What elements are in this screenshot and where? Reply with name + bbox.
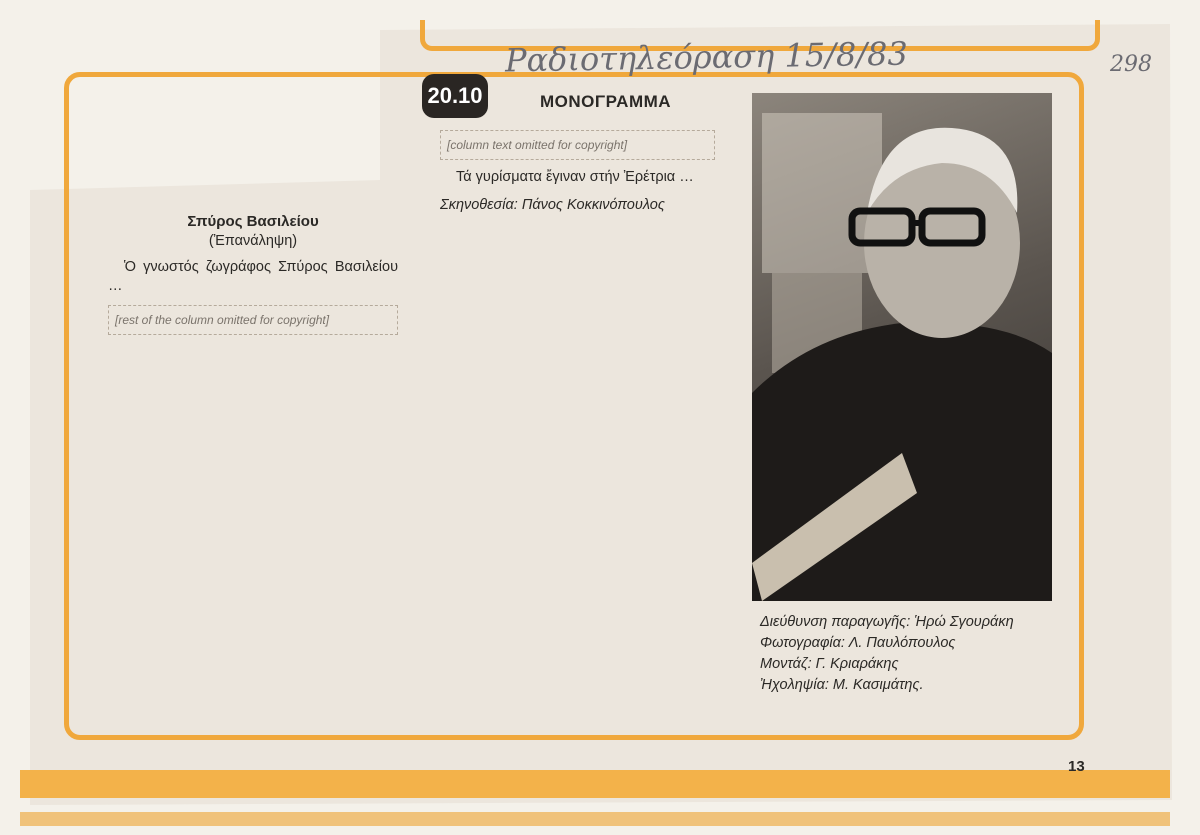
article-excerpt-mid: Τά γυρίσματα ἔγιναν στήν Ἐρέτρια … xyxy=(456,169,694,186)
omitted-text-note: [column text omitted for copyright] xyxy=(440,130,715,160)
production-credits xyxy=(760,612,1060,696)
portrait-photo xyxy=(752,93,1052,601)
article-column-left xyxy=(108,212,398,343)
time-badge: 20.10 xyxy=(422,74,488,118)
credit-production: Διεύθυνση παραγωγῆς: Ἡρώ Σγουράκη xyxy=(760,614,1014,630)
article-excerpt-left: Ὁ γνωστός ζωγράφος Σπύρος Βασιλείου … xyxy=(108,258,398,295)
bottom-band xyxy=(20,770,1170,798)
section-title: ΜΟΝΟΓΡΑΜΜΑ xyxy=(540,92,672,111)
credit-sound: Ἠχοληψία: Μ. Κασιμάτης. xyxy=(760,677,924,694)
credit-editing: Μοντάζ: Γ. Κριαράκης xyxy=(760,656,899,673)
archive-number: 298 xyxy=(1110,52,1152,77)
bottom-band-secondary xyxy=(20,812,1170,826)
director-credit: Σκηνοθεσία: Πάνος Κοκκινόπουλος xyxy=(440,196,665,213)
article-headline: Σπύρος Βασιλείου xyxy=(187,213,319,230)
omitted-text-note: [rest of the column omitted for copyright] xyxy=(108,305,398,335)
credit-photography: Φωτογραφία: Λ. Παυλόπουλος xyxy=(760,635,956,652)
article-subhead: (Ἐπανάληψη) xyxy=(208,233,298,250)
portrait-illustration xyxy=(752,93,1052,601)
handwritten-date: Ραδιοτηλεόραση 15/8/83 xyxy=(504,34,909,80)
page-number: 13 xyxy=(1068,758,1085,775)
article-column-middle xyxy=(440,130,715,223)
